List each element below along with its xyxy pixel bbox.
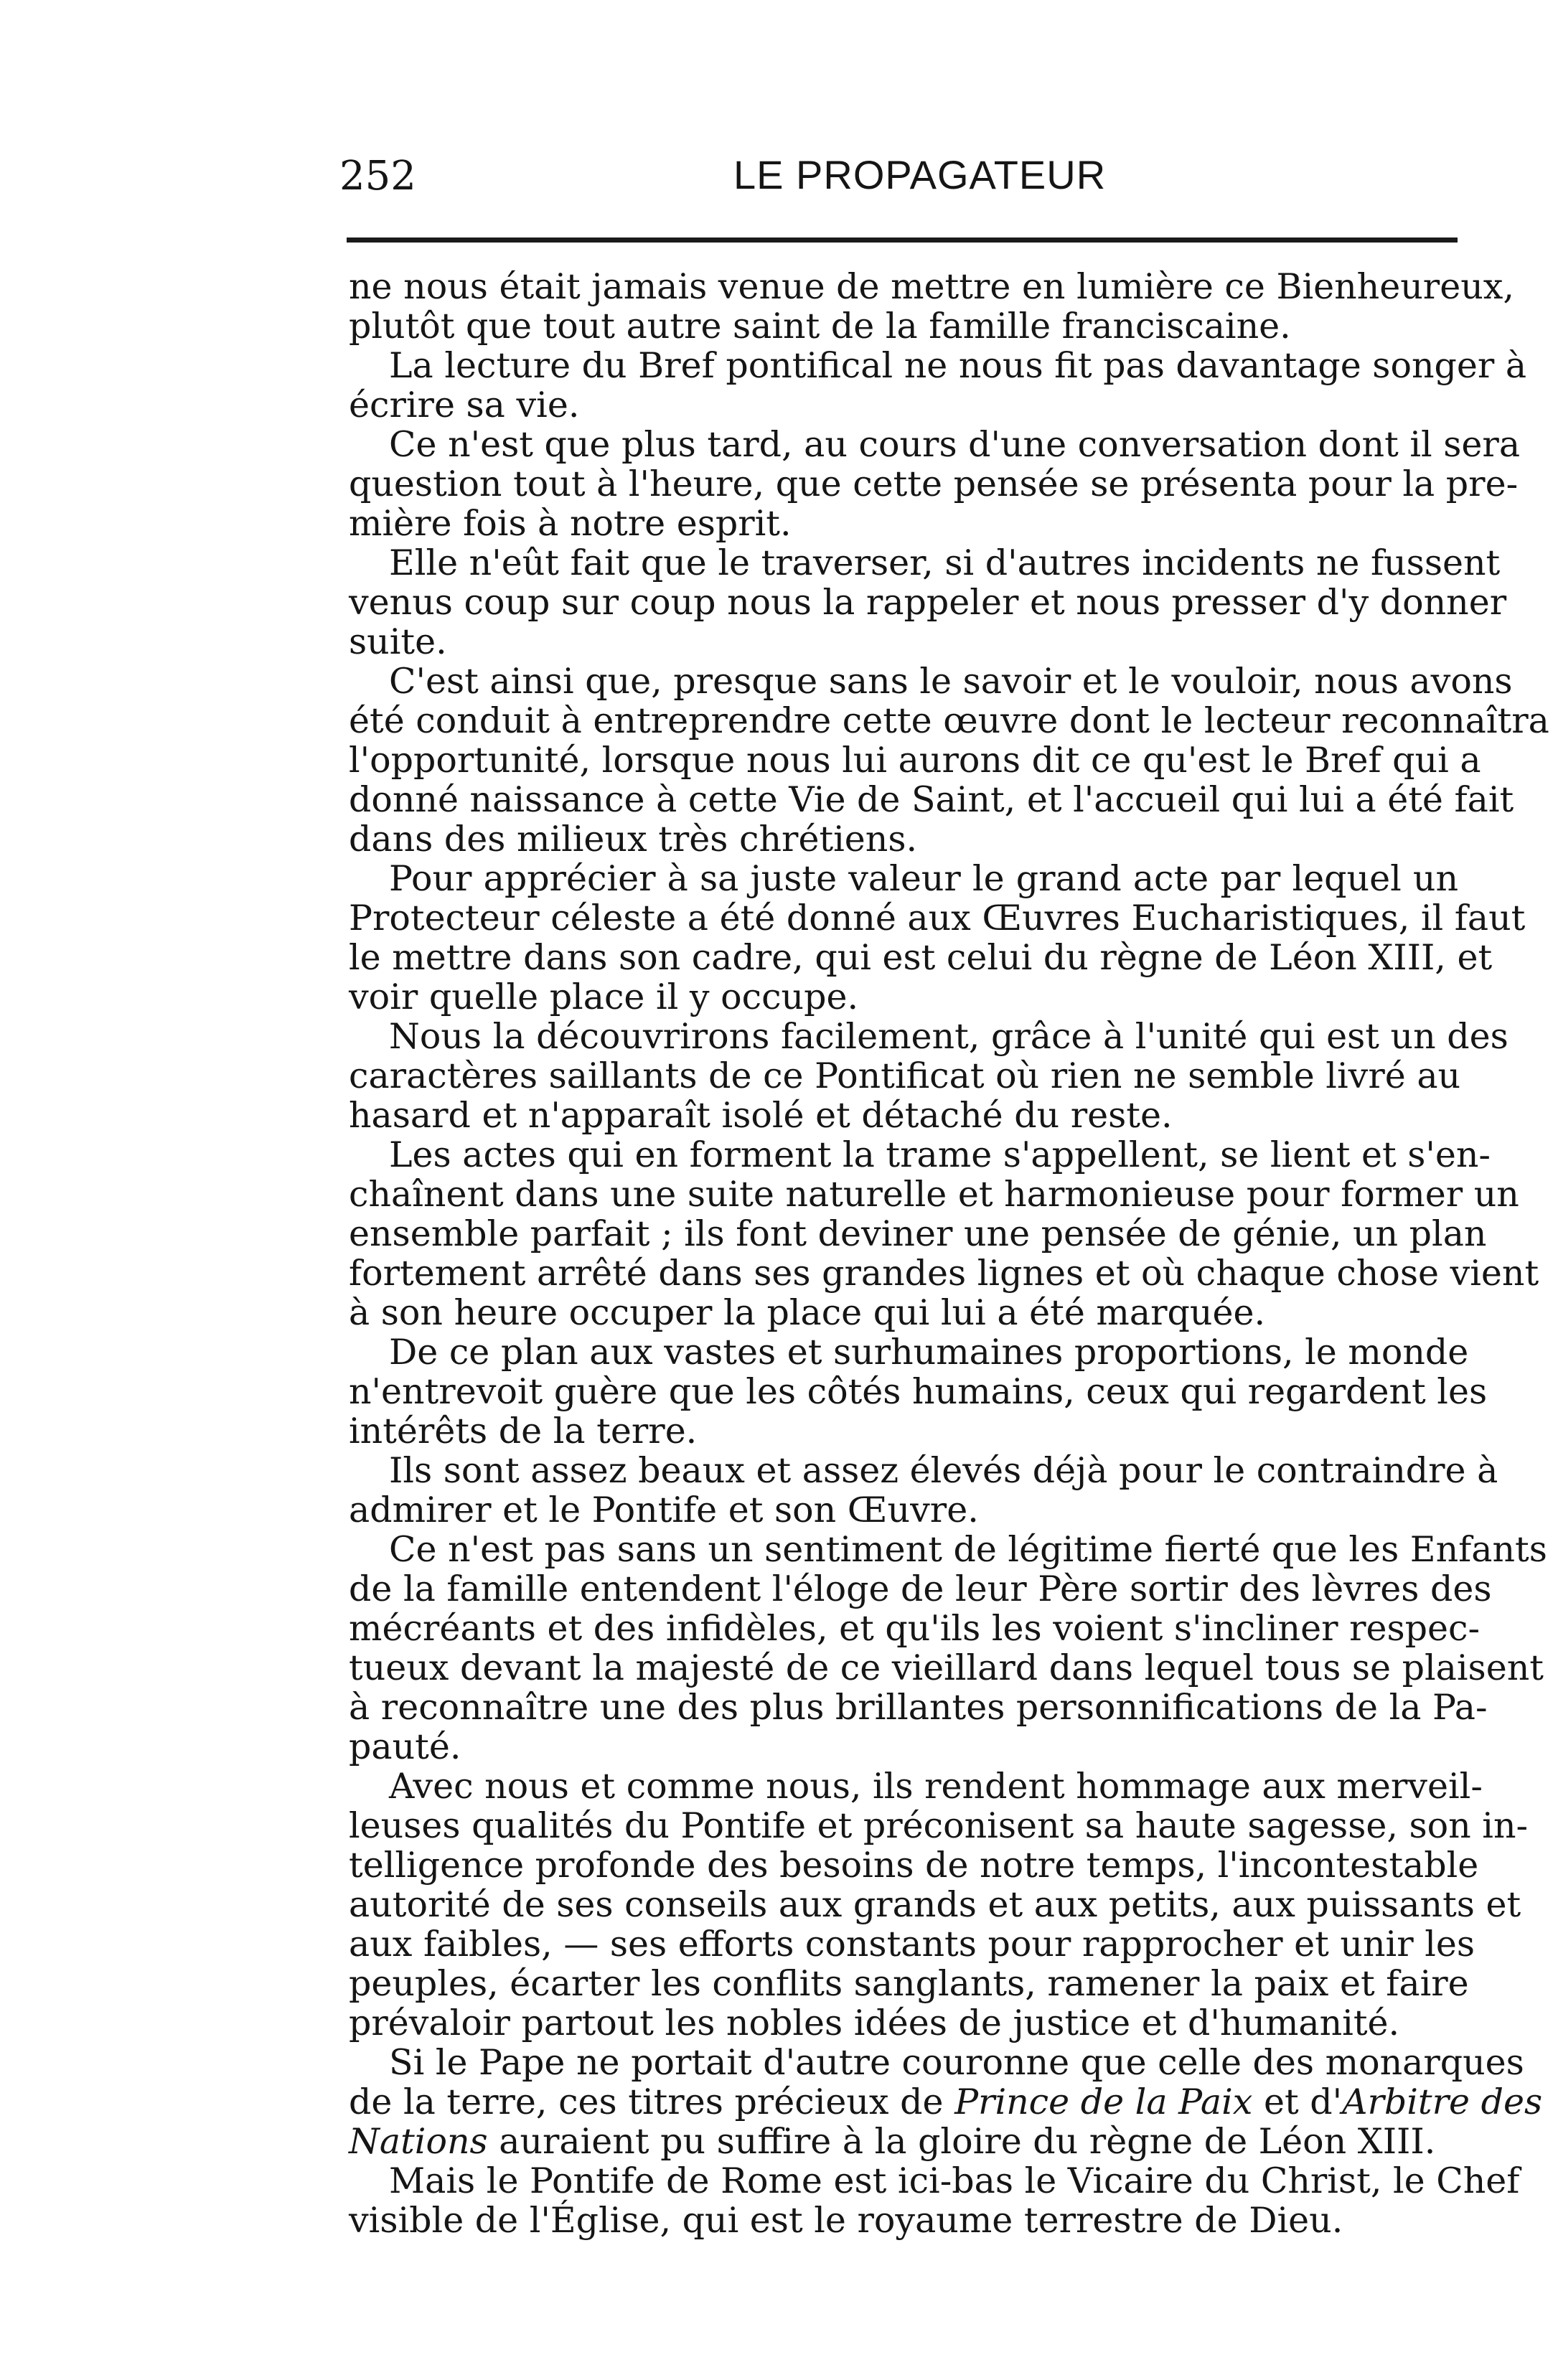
text-line: n'entrevoit guère que les côtés humains, ceux qui regardent les [349,1371,1488,1412]
text-line: à son heure occuper la place qui lui a été marquée. [349,1292,1266,1333]
running-title: LE PROPAGATEUR [733,152,1107,197]
header-rule [347,237,1458,243]
italic-title: Nations [349,2121,488,2162]
text-line: Nous la découvrirons facilement, grâce à l'unité qui est un des [389,1016,1509,1057]
text-run: et d' [1252,2082,1343,2122]
text-line: tueux devant la majesté de ce vieillard dans lequel tous se plaisent [349,1647,1544,1688]
paragraph [349,1766,1529,2043]
text-line: Pour apprécier à sa juste valeur le grand acte par lequel un [389,858,1458,899]
body-text [349,266,1549,2241]
text-line: Elle n'eût fait que le traverser, si d'autres incidents ne fussent [389,542,1501,583]
text-line: intérêts de la terre. [349,1411,698,1452]
text-line: prévaloir partout les nobles idées de justice et d'humanité. [349,2003,1400,2043]
text-line: de la famille entendent l'éloge de leur Père sortir des lèvres des [349,1568,1492,1609]
paragraph [349,1332,1488,1452]
text-line: mière fois à notre esprit. [349,503,792,544]
paragraph [349,1134,1539,1333]
paragraph [349,542,1507,662]
text-line: C'est ainsi que, presque sans le savoir et le vouloir, nous avons [389,661,1513,702]
paragraph [349,2160,1520,2241]
text-line: ensemble parfait ; ils font deviner une pensée de génie, un plan [349,1213,1487,1254]
text-run: auraient pu suffire à la gloire du règne de Léon XIII. [487,2121,1436,2162]
text-line [349,2082,1543,2122]
text-line: aux faibles, — ses efforts constants pour rapprocher et unir les [349,1924,1475,1965]
text-line: Mais le Pontife de Rome est ici-bas le Vicaire du Christ, le Chef [389,2160,1520,2201]
text-line: admirer et le Pontife et son Œuvre. [349,1490,979,1530]
italic-title: Arbitre des [1342,2082,1543,2122]
text-line: été conduit à entreprendre cette œuvre dont le lecteur reconnaîtra [349,700,1549,741]
text-line: ne nous était jamais venue de mettre en lumière ce Bienheureux, [349,266,1514,307]
paragraph [349,345,1527,425]
text-line: fortement arrêté dans ses grandes lignes et où chaque chose vient [349,1253,1539,1294]
text-line: De ce plan aux vastes et surhumaines proportions, le monde [389,1332,1469,1373]
text-line: Si le Pape ne portait d'autre couronne que celle des monarques [389,2042,1524,2083]
text-line: dans des milieux très chrétiens. [349,819,918,860]
paragraph [349,266,1514,347]
text-line: chaînent dans une suite naturelle et harmonieuse pour former un [349,1174,1519,1215]
text-line: venus coup sur coup nous la rappeler et nous presser d'y donner [349,582,1507,623]
text-line: l'opportunité, lorsque nous lui aurons dit ce qu'est le Bref qui a [349,740,1481,781]
text-run: de la terre, ces titres précieux de [349,2082,955,2122]
text-line: suite. [349,621,447,662]
text-line: pauté. [349,1726,461,1767]
paragraph [349,1450,1498,1530]
text-line: Protecteur céleste a été donné aux Œuvres Eucharistiques, il faut [349,898,1526,939]
text-line: voir quelle place il y occupe. [349,977,859,1017]
text-line: Ils sont assez beaux et assez élevés déjà pour le contraindre à [389,1450,1498,1491]
text-line: telligence profonde des besoins de notre temps, l'incontestable [349,1845,1479,1886]
text-line: La lecture du Bref pontifical ne nous fit pas davantage songer à [389,345,1527,386]
text-line: Ce n'est que plus tard, au cours d'une conversation dont il sera [389,424,1521,465]
italic-title: Prince de la Paix [954,2082,1253,2122]
text-line: donné naissance à cette Vie de Saint, et l'accueil qui lui a été fait [349,779,1514,820]
paragraph [349,2042,1543,2162]
text-line: écrire sa vie. [349,385,580,425]
paragraph [349,424,1521,544]
text-line: le mettre dans son cadre, qui est celui du règne de Léon XIII, et [349,937,1493,978]
text-line: autorité de ses conseils aux grands et aux petits, aux puissants et [349,1884,1521,1925]
paragraph [349,661,1549,860]
text-line: Les actes qui en forment la trame s'appellent, se lient et s'en- [389,1134,1491,1175]
text-line: visible de l'Église, qui est le royaume terrestre de Dieu. [349,2200,1343,2241]
text-line: plutôt que tout autre saint de la famille franciscaine. [349,306,1291,347]
text-line: mécréants et des infidèles, et qu'ils les voient s'incliner respec- [349,1608,1481,1649]
paragraph [349,858,1526,1017]
text-line: leuses qualités du Pontife et préconisent sa haute sagesse, son in- [349,1805,1529,1846]
text-line [349,2122,1458,2161]
text-line: à reconnaître une des plus brillantes personnifications de la Pa- [349,1687,1488,1728]
text-line: Ce n'est pas sans un sentiment de légitime fierté que les Enfants [389,1529,1547,1570]
text-line: caractères saillants de ce Pontificat où rien ne semble livré au [349,1055,1461,1096]
text-line: peuples, écarter les conflits sanglants, ramener la paix et faire [349,1963,1469,2004]
text-line: Avec nous et comme nous, ils rendent hommage aux merveil- [389,1766,1483,1807]
paragraph [349,1529,1547,1767]
text-line: hasard et n'apparaît isolé et détaché du reste. [349,1095,1173,1136]
paragraph [349,1016,1509,1136]
text-line: question tout à l'heure, que cette pensée se présenta pour la pre- [349,464,1519,504]
page-number: 252 [339,153,416,199]
